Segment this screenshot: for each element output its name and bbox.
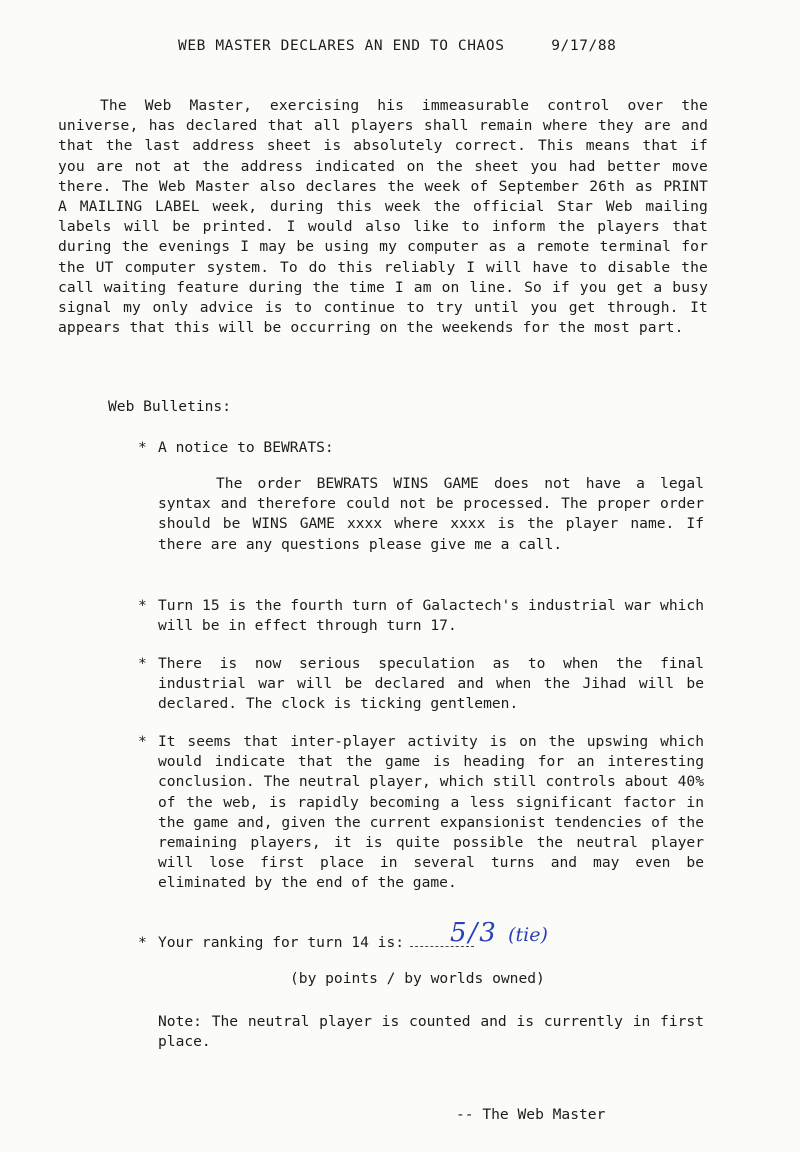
handwritten-ranking — [450, 918, 548, 948]
bewrats-notice-body: The order BEWRATS WINS GAME does not have a legal syntax and therefore could not be processed. The proper order should be WINS GAME xxxx where xxxx is the player name. If there are any questions please give me a call. — [158, 475, 704, 553]
bulletin-item-notice — [138, 438, 704, 458]
ranking-label: Your ranking for turn 14 is: — [158, 934, 405, 951]
bulletin-item-industrial-war — [138, 596, 704, 636]
header-date: 9/17/88 — [551, 38, 617, 54]
document-header — [178, 38, 617, 54]
bullet-star-icon: * — [138, 597, 147, 614]
ranking-caption: (by points / by worlds owned) — [290, 970, 545, 987]
handwritten-tie-note: (tie) — [508, 924, 548, 946]
bulletin-text: A notice to BEWRATS: — [158, 439, 334, 456]
bullet-star-icon: * — [138, 934, 147, 951]
bulletin-text: Turn 15 is the fourth turn of Galactech's industrial war which will be in effect through turn 17. — [158, 597, 704, 635]
handwritten-ranking-value: 5/3 — [450, 918, 498, 948]
signature: -- The Web Master — [456, 1106, 606, 1123]
bulletin-item-activity — [138, 732, 704, 894]
bullet-star-icon: * — [138, 655, 147, 672]
bulletins-heading: Web Bulletins: — [108, 398, 232, 415]
bulletin-item-speculation — [138, 654, 704, 715]
bulletin-text: It seems that inter-player activity is on the upswing which would indicate that the game is heading for an interesting conclusion. The neutral player, which still controls about 40% of the web, is rapidly becoming a less significant factor in the game and, given the current expansionist tendencies of the remaining players, it is quite possible the neutral player will lose first place in several turns and may even be eliminated by the end of the game. — [158, 733, 704, 892]
neutral-player-note: Note: The neutral player is counted and is currently in first place. — [158, 1013, 704, 1051]
header-title: WEB MASTER DECLARES AN END TO CHAOS — [178, 38, 505, 54]
bullet-star-icon: * — [138, 439, 147, 456]
intro-paragraph: The Web Master, exercising his immeasurable control over the universe, has declared that all players shall remain where they are and that the last address sheet is absolutely correct. This means that if you are not at the address indicated on the sheet you had better move there. The Web Master also declares the week of September 26th as PRINT A MAILING LABEL week, during this week the official Star Web mailing labels will be printed. I would also like to inform the players that during the evenings I may be using my computer as a remote terminal for the UT computer system. To do this reliably I will have to disable the call waiting feature during the time I am on line. So if you get a busy signal my only advice is to continue to try until you get through. It appears that this will be occurring on the weekends for the most part. — [58, 97, 708, 337]
bullet-star-icon: * — [138, 733, 147, 750]
ranking-line — [138, 930, 474, 951]
bulletin-text: There is now serious speculation as to when the final industrial war will be declared and when the Jihad will be declared. The clock is ticking gentlemen. — [158, 655, 704, 713]
